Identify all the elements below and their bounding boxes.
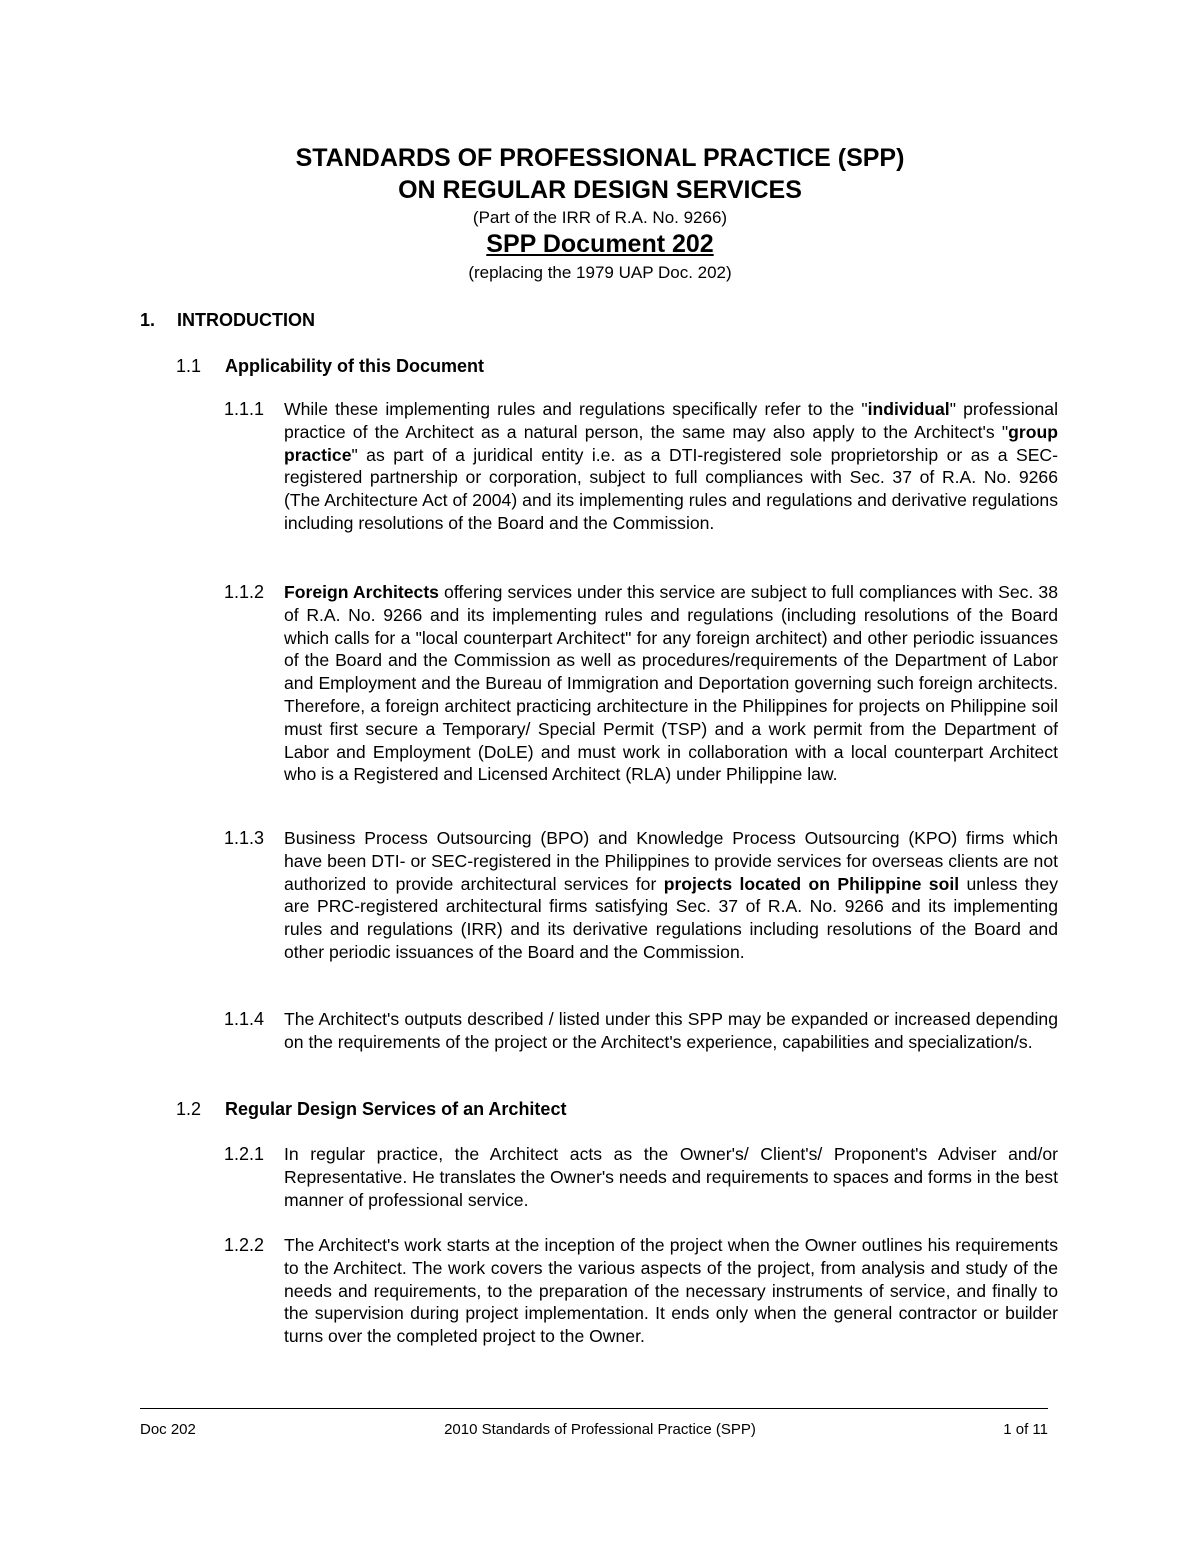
paragraph-number: 1.1.4 <box>224 1009 265 1029</box>
document-number-title: SPP Document 202 <box>486 230 714 258</box>
paragraph-1-2-2: The Architect's work starts at the inception of the project when the Owner outlines his requirements to the Architect. The work covers the various aspects of the project, from analysis and study of the needs and requirements, to the preparation of the necessary instruments of service, and finally to the supervision during project implementation. It ends only when the general contractor or builder turns over the completed project to the Owner. <box>284 1235 1058 1347</box>
document-title-line2: ON REGULAR DESIGN SERVICES <box>398 176 802 204</box>
subsection-title: Applicability of this Document <box>225 356 485 376</box>
paragraph-number: 1.1.2 <box>224 582 265 602</box>
subsection-number: 1.1 <box>176 356 202 376</box>
document-replacing-note: (replacing the 1979 UAP Doc. 202) <box>468 263 732 282</box>
paragraph-1-1-2: Foreign Architects offering services under this service are subject to full compliances with Sec. 38 of R.A. No. 9266 and its implementing rules and regulations (including resolutions of the Board which calls for a "local counterpart Architect" for any foreign architect) and other periodic issuances of the Board and the Commission as well as procedures/requirements of the Department of Labor and Employment and the Bureau of Immigration and Deportation governing such foreign architects. Therefore, a foreign architect practicing architecture in the Philippines for projects on Philippine soil must first secure a Temporary/ Special Permit (TSP) and a work permit from the Department of Labor and Employment (DoLE) and must work in collaboration with a local counterpart Architect who is a Registered and Licensed Architect (RLA) under Philippine law. <box>284 582 1058 785</box>
paragraph-1-1-3: Business Process Outsourcing (BPO) and Knowledge Process Outsourcing (KPO) firms which have been DTI- or SEC-registered in the Philippines to provide services for overseas clients are not authorized to provide architectural services for projects located on Philippine soil unless they are PRC-registered architectural firms satisfying Sec. 37 of R.A. No. 9266 and its implementing rules and regulations (IRR) and its derivative regulations including resolutions of the Board and other periodic issuances of the Board and the Commission. <box>284 828 1058 962</box>
paragraph-1-2-1: In regular practice, the Architect acts as the Owner's/ Client's/ Proponent's Adviser and/or Representative. He translates the Owner's needs and requirements to spaces and forms in the best manner of professional service. <box>284 1144 1058 1210</box>
paragraph-1-1-4: The Architect's outputs described / listed under this SPP may be expanded or increased depending on the requirements of the project or the Architect's experience, capabilities and specialization/s. <box>284 1009 1058 1052</box>
section-title: INTRODUCTION <box>177 310 315 330</box>
document-title-line1: STANDARDS OF PROFESSIONAL PRACTICE (SPP) <box>295 144 905 172</box>
section-number: 1. <box>140 310 156 330</box>
document-part-of: (Part of the IRR of R.A. No. 9266) <box>472 208 728 227</box>
paragraph-number: 1.1.3 <box>224 828 265 848</box>
subsection-title: Regular Design Services of an Architect <box>225 1099 567 1119</box>
footer-page-number: 1 of 11 <box>1003 1421 1048 1438</box>
paragraph-number: 1.2.2 <box>224 1235 265 1255</box>
footer-title: 2010 Standards of Professional Practice (SPP) <box>444 1421 756 1438</box>
footer-divider <box>140 1408 1048 1409</box>
paragraph-number: 1.1.1 <box>224 399 265 419</box>
footer-doc-id: Doc 202 <box>140 1421 196 1438</box>
subsection-number: 1.2 <box>176 1099 202 1119</box>
paragraph-number: 1.2.1 <box>224 1144 265 1164</box>
paragraph-1-1-1: While these implementing rules and regulations specifically refer to the "individual" professional practice of the Architect as a natural person, the same may also apply to the Architect's "group practice" as part of a juridical entity i.e. as a DTI-registered sole proprietorship or as a SEC-registered partnership or corporation, subject to full compliances with Sec. 37 of R.A. No. 9266 (The Architecture Act of 2004) and its implementing rules and regulations and derivative regulations including resolutions of the Board and the Commission. <box>284 399 1058 533</box>
